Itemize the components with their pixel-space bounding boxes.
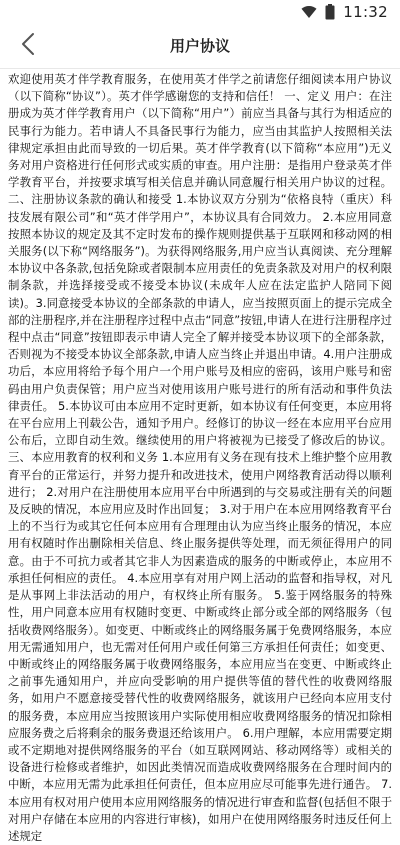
app-bar [0,24,400,69]
agreement-content[interactable] [8,71,392,843]
agreement-text: 欢迎使用英才伴学教育服务，在使用英才伴学之前请您仔细阅读本用户协议（以下简称“协议”）。英才伴学感谢您的支持和信任！ 一、定义 用户：在注册成为英才伴学教育用户（以下简称“用户”）前应当具备与其行为相适应的民事行为能力。若申请人不具备民事行为能力，应当由其监护人按照相关法律规定承担由此而导致的一切后果。英才伴学教育(以下简称“本应用”)无义务对用户资格进行任何形式或实质的审查。用户注册：是指用户登录英才伴学教育平台，并按要求填写相关信息并确认同意履行相关用户协议的过程。 二、注册协议条款的确认和接受 1.本协议双方分别为“依格良特（重庆）科技发展有限公司”和“英才伴学用户”，本协议具有合同效力。 2.本应用同意按照本协议的规定及其不定时发布的操作规则提供基于互联网和移动网的相关服务(以下称“网络服务”)。为获得网络服务,用户应当认真阅读、充分理解本协议中各条款,包括免除或者限制本应用责任的免责条款及对用户的权利限制条款，并选择接受或不接受本协议(未成年人应在法定监护人陪同下阅读)。3.同意接受本协议的全部条款的申请人，应当按照页面上的提示完成全部的注册程序,并在注册程序过程中点击“同意”按钮,申请人在进行注册程序过程中点击“同意”按钮即表示申请人完全了解并接受本协议项下的全部条款，否则视为不接受本协议全部条款,申请人应当终止并退出申请。4.用户注册成功后，本应用将给予每个用户一个用户账号及相应的密码，该用户账号和密码由用户负责保管；用户应当对使用该用户账号进行的所有活动和事件负法律责任。 5.本协议可由本应用不定时更新，如本协议有任何变更，本应用将在平台应用上刊载公告，通知予用户。经修订的协议一经在本应用平台应用公布后，立即自动生效。继续使用的用户将被视为已接受了修改后的协议。 三、本应用教育的权利和义务 1.本应用有义务在现有技术上维护整个应用教育平台的正常运行，并努力提升和改进技术，使用户网络教育活动得以顺利进行； 2.对用户在注册使用本应用平台中所遇到的与交易或注册有关的问题及反映的情况，本应用应及时作出回复； 3.对于用户在本应用网络教育平台上的不当行为或其它任何本应用有合理理由认为应当终止服务的情况，本应用有权随时作出删除相关信息、终止服务提供等处理，而无须征得用户的同意。由于不可抗力或者其它非人为因素造成的服务的中断或停止，本应用不承担任何相应的责任。 4.本应用享有对用户网上活动的监督和指导权，对凡是从事网上非法活动的用户，有权终止所有服务。 5.鉴于网络服务的特殊性，用户同意本应用有权随时变更、中断或终止部分或全部的网络服务（包括收费网络服务）。如变更、中断或终止的网络服务属于免费网络服务，本应用无需通知用户，也无需对任何用户或任何第三方承担任何责任；如变更、中断或终止的网络服务属于收费网络服务，本应用应当在变更、中断或终止之前事先通知用户，并应向受影响的用户提供等值的替代性的收费网络服务，如用户不愿意接受替代性的收费网络服务，就该用户已经向本应用支付的服务费，本应用应当按照该用户实际使用相应收费网络服务的情况扣除相应服务费之后将剩余的服务费退还给该用户。 6.用户理解，本应用需要定期或不定期地对提供网络服务的平台（如互联网网站、移动网络等）或相关的设备进行检修或者维护，如因此类情况而造成收费网络服务在合理时间内的中断，本应用无需为此承担任何责任，但本应用应尽可能事先进行通告。 7.本应用有权对用户使用本应用网络服务的情况进行审查和监督(包括但不限于对用户存储在本应用的内容进行审核)，如用户在使用网络服务时违反任何上述规定 [8,72,392,843]
status-bar [0,0,400,24]
page-title: 用户协议 [169,37,230,55]
back-button[interactable] [10,28,46,64]
chevron-left-icon [21,32,35,60]
battery-icon [325,4,335,20]
status-icons [301,2,388,22]
wifi-icon [301,5,317,19]
status-time: 11:32 [343,3,388,21]
